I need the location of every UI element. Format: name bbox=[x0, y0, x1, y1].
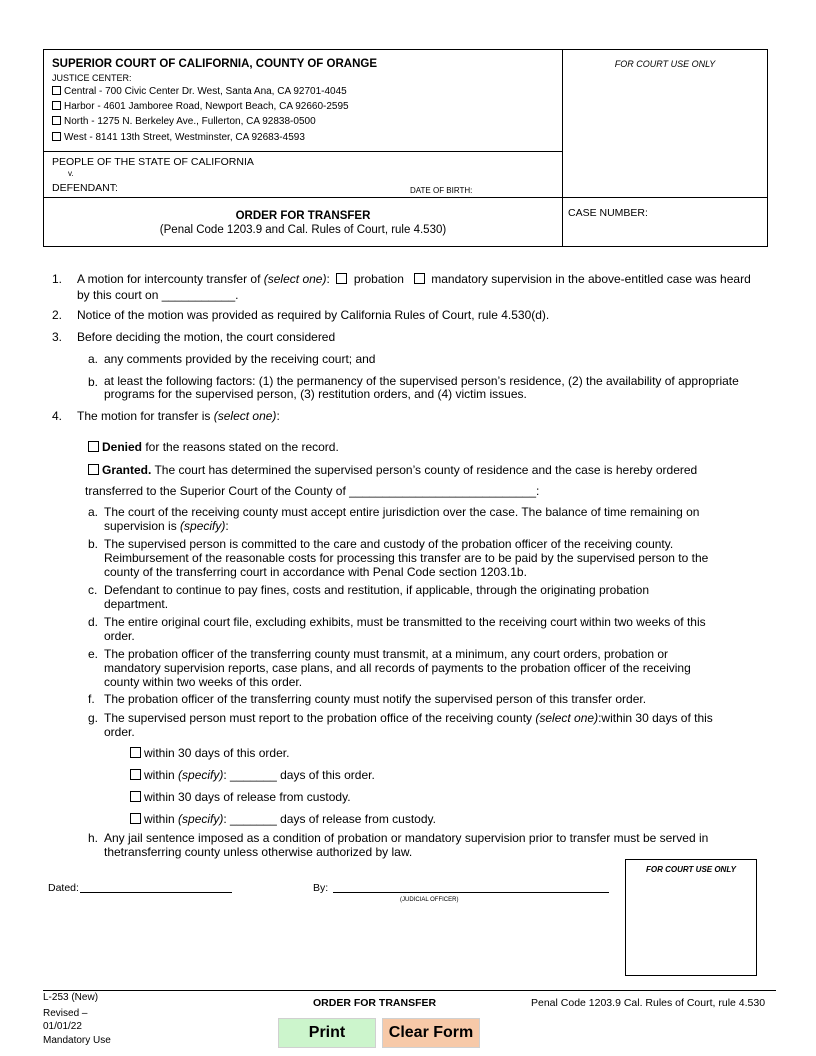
court-use-box-top bbox=[562, 49, 768, 198]
center-harbor[interactable]: Harbor - 4601 Jamboree Road, Newport Beach, CA 92660-2595 bbox=[52, 101, 349, 112]
sub-h-text: Any jail sentence imposed as a condition of probation or mandatory supervision prior to transfer must be served in thetransferring county unless otherwise authorized by law. bbox=[104, 831, 709, 859]
item-3b-label: b. bbox=[88, 375, 99, 389]
sub-f-text: The probation officer of the transferring county must notify the supervised person of this transfer order. bbox=[104, 692, 647, 706]
denied-option[interactable]: Denied for the reasons stated on the record. bbox=[88, 440, 339, 454]
item-3-text: Before deciding the motion, the court considered bbox=[77, 330, 336, 344]
clear-form-button[interactable]: Clear Form bbox=[382, 1018, 480, 1048]
checkbox[interactable] bbox=[52, 101, 61, 110]
dob-label: DATE OF BIRTH: bbox=[410, 186, 473, 195]
sub-h-label: h. bbox=[88, 831, 99, 845]
sub-d-text: The entire original court file, excluding exhibits, must be transmitted to the receiving court within two weeks of this order. bbox=[104, 615, 706, 643]
mandatory-use: Mandatory Use bbox=[43, 1035, 111, 1046]
footer-title: ORDER FOR TRANSFER bbox=[313, 997, 437, 1009]
item-2-number: 2. bbox=[52, 308, 63, 322]
revised-label: Revised – bbox=[43, 1008, 88, 1019]
g-option-4[interactable]: within (specify): _______ days of release from custody. bbox=[130, 812, 436, 826]
mandatory-supervision-checkbox[interactable] bbox=[414, 273, 425, 284]
sub-e-text: The probation officer of the transferring county must transmit, at a minimum, any court orders, probation or mandatory supervision reports, case plans, and all records of payments to the probation officer of the receiving county within two weeks of this order. bbox=[104, 647, 691, 689]
item-4-text: The motion for transfer is (select one): bbox=[77, 409, 280, 423]
item-1-number: 1. bbox=[52, 272, 63, 286]
order-title: ORDER FOR TRANSFER bbox=[235, 210, 371, 222]
center-west[interactable]: West - 8141 13th Street, Westminster, CA 92683-4593 bbox=[52, 132, 305, 143]
sub-a-text: The court of the receiving county must accept entire jurisdiction over the case. The balance of time remaining on supervision is (specify): bbox=[104, 505, 700, 533]
sub-d-label: d. bbox=[88, 615, 99, 629]
center-central[interactable]: Central - 700 Civic Center Dr. West, Santa Ana, CA 92701-4045 bbox=[52, 86, 347, 97]
judicial-officer-label: (JUDICIAL OFFICER) bbox=[400, 897, 459, 903]
dated-label: Dated: bbox=[48, 882, 79, 894]
order-subtitle: (Penal Code 1203.9 and Cal. Rules of Court, rule 4.530) bbox=[159, 224, 447, 236]
g-option-2[interactable]: within (specify): _______ days of this order. bbox=[130, 768, 375, 782]
item-1-text: A motion for intercounty transfer of (select one): probation mandatory supervision in the above-entitled case was heard bbox=[77, 272, 751, 286]
checkbox[interactable] bbox=[52, 116, 61, 125]
court-use-label-bottom: FOR COURT USE ONLY bbox=[646, 865, 736, 874]
granted-checkbox[interactable] bbox=[88, 464, 99, 475]
case-number-label: CASE NUMBER: bbox=[568, 207, 648, 219]
dated-line[interactable] bbox=[80, 892, 232, 893]
sub-e-label: e. bbox=[88, 647, 99, 661]
g-option-3[interactable]: within 30 days of release from custody. bbox=[130, 790, 351, 804]
revised-date: 01/01/22 bbox=[43, 1021, 82, 1032]
justice-center-label: JUSTICE CENTER: bbox=[52, 73, 132, 83]
parties-box bbox=[43, 151, 563, 198]
checkbox[interactable] bbox=[130, 747, 141, 758]
by-label: By: bbox=[313, 882, 329, 894]
g-option-1[interactable]: within 30 days of this order. bbox=[130, 746, 289, 760]
footer-rule bbox=[43, 990, 776, 991]
checkbox[interactable] bbox=[130, 769, 141, 780]
item-2-text: Notice of the motion was provided as required by California Rules of Court, rule 4.530(d). bbox=[77, 308, 550, 322]
order-title-box bbox=[43, 197, 563, 247]
item-3a-text: any comments provided by the receiving court; and bbox=[104, 352, 376, 366]
center-north[interactable]: North - 1275 N. Berkeley Ave., Fullerton, CA 92838-0500 bbox=[52, 116, 316, 127]
sub-g-text: The supervised person must report to the probation office of the receiving county (select one):within 30 days of this order. bbox=[104, 711, 713, 739]
item-3b-text: at least the following factors: (1) the permanency of the supervised person’s residence, (2) the availability of appropriate programs for the supervised person, (3) restitution orders, and (4) victim issues. bbox=[104, 374, 739, 401]
item-3a-label: a. bbox=[88, 352, 99, 366]
court-use-label: FOR COURT USE ONLY bbox=[614, 59, 716, 69]
item-1-text-line2: by this court on ___________. bbox=[77, 288, 239, 302]
checkbox[interactable] bbox=[130, 791, 141, 802]
sub-b-text: The supervised person is committed to the care and custody of the probation officer of the receiving county. Reimbursement of the reasonable costs for processing this transfer are to be paid by the supervised person to the county of the transferring court in accordance with Penal Code section 1203.1b. bbox=[104, 537, 709, 579]
sub-a-label: a. bbox=[88, 505, 99, 519]
footer-citation: Penal Code 1203.9 Cal. Rules of Court, rule 4.530 bbox=[531, 997, 766, 1009]
versus-label: v. bbox=[68, 169, 74, 178]
sub-c-label: c. bbox=[88, 583, 98, 597]
probation-checkbox[interactable] bbox=[336, 273, 347, 284]
sub-b-label: b. bbox=[88, 537, 99, 551]
court-title: SUPERIOR COURT OF CALIFORNIA, COUNTY OF ORANGE bbox=[52, 58, 377, 70]
checkbox[interactable] bbox=[130, 813, 141, 824]
sub-f-label: f. bbox=[88, 692, 95, 706]
item-3-number: 3. bbox=[52, 330, 63, 344]
case-number-box bbox=[562, 197, 768, 247]
granted-option[interactable]: Granted. The court has determined the supervised person’s county of residence and the case is hereby ordered bbox=[88, 463, 697, 477]
checkbox[interactable] bbox=[52, 86, 61, 95]
form-number: L-253 (New) bbox=[43, 992, 99, 1003]
sub-g-label: g. bbox=[88, 711, 99, 725]
print-button[interactable]: Print bbox=[278, 1018, 376, 1048]
header-court-box bbox=[43, 49, 563, 152]
signature-line[interactable] bbox=[333, 892, 609, 893]
people-label: PEOPLE OF THE STATE OF CALIFORNIA bbox=[52, 156, 254, 168]
court-use-box-bottom bbox=[625, 859, 757, 976]
granted-county-line: transferred to the Superior Court of the County of ____________________________: bbox=[85, 484, 540, 498]
denied-checkbox[interactable] bbox=[88, 441, 99, 452]
defendant-label: DEFENDANT: bbox=[52, 182, 118, 194]
sub-c-text: Defendant to continue to pay fines, costs and restitution, if applicable, through the originating probation department. bbox=[104, 583, 650, 611]
item-4-number: 4. bbox=[52, 409, 63, 423]
checkbox[interactable] bbox=[52, 132, 61, 141]
